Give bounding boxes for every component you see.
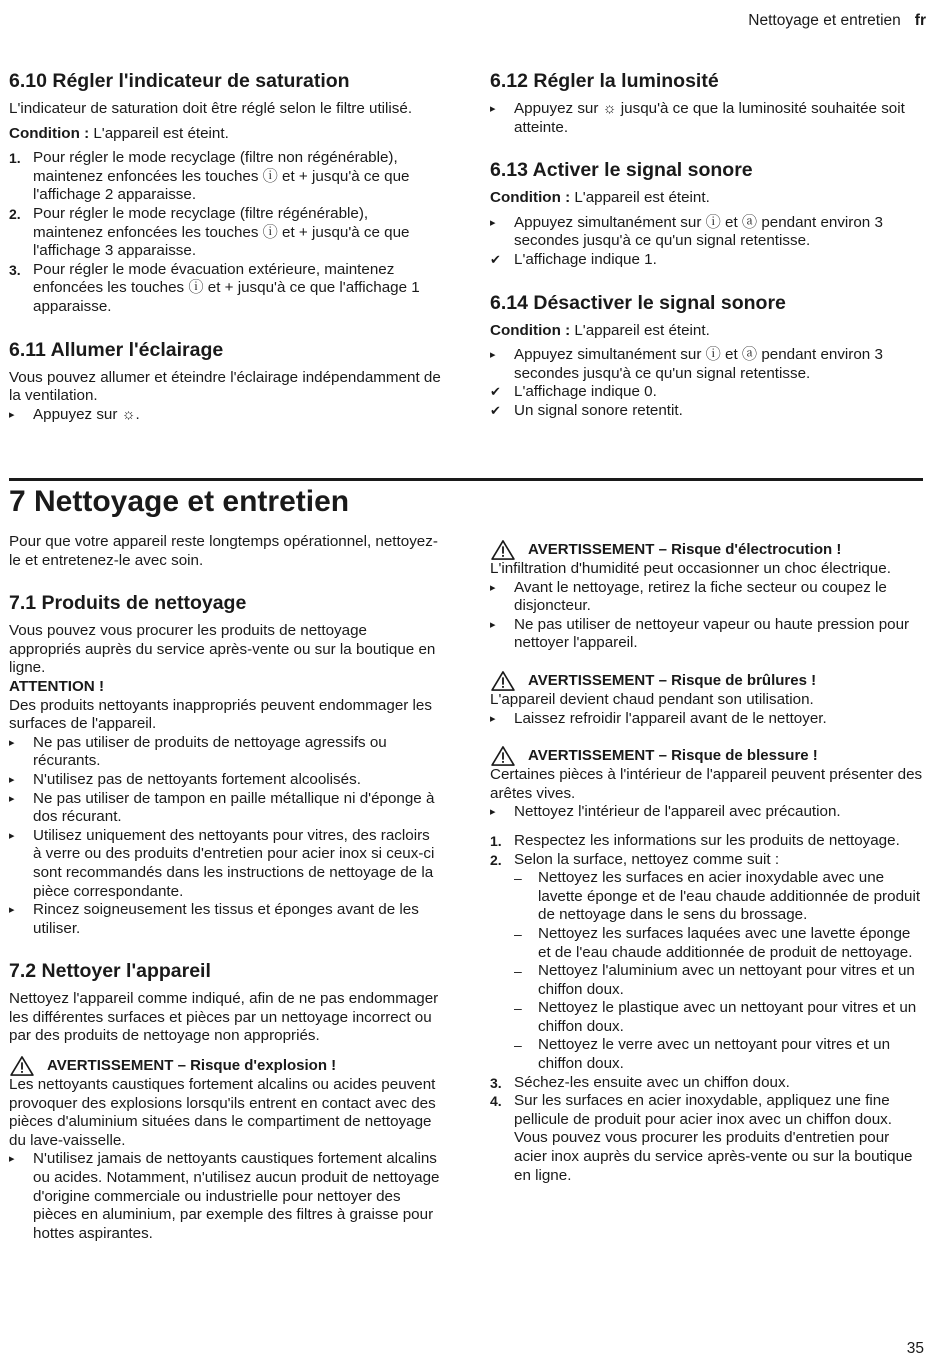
- section-6-10-condition: [9, 125, 441, 144]
- bullet-text: Laissez refroidir l'appareil avant de le nettoyer.: [514, 709, 827, 727]
- bullet-marker: ▸: [9, 792, 15, 805]
- list-item: [9, 1150, 441, 1243]
- warning-title: AVERTISSEMENT – Risque d'explosion !: [47, 1056, 337, 1074]
- warning-triangle-icon: [490, 746, 516, 766]
- step-text: Respectez les informations sur les produits de nettoyage.: [514, 831, 900, 849]
- bullet-text: Avant le nettoyage, retirez la fiche secteur ou coupez le disjoncteur.: [514, 578, 887, 615]
- list-item: [9, 205, 441, 261]
- warning-text: Les nettoyants caustiques fortement alcalins ou acides peuvent provoquer des explosions lorsqu'ils entrent en contact avec des pièces d'aluminium situées dans le compartiment de nettoyage du lave-vaisselle.: [9, 1076, 436, 1149]
- bullet-marker: ▸: [490, 349, 496, 362]
- section-7-1-bullets: [9, 734, 441, 939]
- bullet-text: N'utilisez pas de nettoyants fortement alcoolisés.: [33, 770, 361, 788]
- chapter-7-heading: [9, 484, 349, 520]
- step-text: Séchez-les ensuite avec un chiffon doux.: [514, 1073, 790, 1091]
- chapter-7-title: 7 Nettoyage et entretien: [9, 485, 350, 518]
- warning-explosion-bullets: [9, 1150, 441, 1243]
- list-item: [490, 383, 924, 402]
- bullet-marker: ▸: [9, 1153, 15, 1166]
- sub-list-item: [490, 962, 924, 999]
- header-title: Nettoyage et entretien: [748, 12, 901, 29]
- list-item: [490, 832, 924, 851]
- dash-marker: –: [514, 870, 522, 887]
- bullet-marker: ▸: [9, 904, 15, 917]
- bullet-marker: ▸: [490, 618, 496, 631]
- left-column-top: [9, 70, 441, 424]
- list-item: [9, 771, 441, 790]
- list-item: [490, 579, 924, 616]
- result-text: Un signal sonore retentit.: [514, 401, 683, 419]
- section-6-14-condition: [490, 322, 924, 341]
- sub-list-item: [490, 925, 924, 962]
- bullet-marker: ▸: [490, 103, 496, 115]
- dash-marker: –: [514, 1037, 522, 1054]
- left-column-bottom: [9, 533, 441, 1243]
- step-number: 1.: [490, 832, 502, 849]
- bullet-marker: ▸: [9, 736, 15, 749]
- warning-title: AVERTISSEMENT – Risque de blessure !: [528, 746, 818, 764]
- list-item: [490, 710, 924, 729]
- sub-step-text: Nettoyez les surfaces laquées avec une lavette éponge et de l'eau chaude additionnée de produit de nettoyage.: [538, 924, 913, 961]
- sub-list-item: [490, 1036, 924, 1073]
- warning-text: Certaines pièces à l'intérieur de l'appareil peuvent présenter des arêtes vives.: [490, 766, 923, 802]
- condition-label: Condition :: [490, 321, 571, 339]
- list-item: [490, 851, 924, 870]
- list-item: [9, 261, 441, 317]
- bullet-text: Ne pas utiliser de tampon en paille métallique ni d'éponge à dos récurant.: [33, 789, 435, 826]
- dash-marker: –: [514, 925, 522, 942]
- warning-title: AVERTISSEMENT – Risque de brûlures !: [528, 671, 817, 689]
- section-6-11-intro: Vous pouvez allumer et éteindre l'éclairage indépendamment de la ventilation.: [9, 368, 441, 405]
- list-item: [9, 790, 441, 827]
- list-item: [9, 149, 441, 205]
- check-icon: ✔: [490, 402, 501, 418]
- chapter-divider: [9, 478, 923, 481]
- warning-burn-bullets: [490, 710, 924, 729]
- sub-step-text: Nettoyez le verre avec un nettoyant pour vitres et un chiffon doux.: [538, 1036, 891, 1073]
- warning-injury-heading: [490, 746, 924, 766]
- section-6-11-title: 6.11 Allumer l'éclairage: [9, 338, 224, 361]
- step-number: 3.: [9, 261, 21, 278]
- sub-step-text: Nettoyez les surfaces en acier inoxydable avec une lavette éponge et de l'eau chaude additionnée de produit de nettoyage dans le sens du brossage.: [538, 869, 921, 924]
- condition-label: Condition :: [490, 189, 571, 207]
- bullet-marker: ▸: [9, 773, 15, 786]
- step-text: Pour régler le mode évacuation extérieure, maintenez enfoncées les touches ⓘ et + jusqu'à ce que l'affichage 1 apparaisse.: [33, 260, 420, 315]
- step-text: Selon la surface, nettoyez comme suit :: [514, 850, 780, 868]
- sub-list-item: [490, 869, 924, 925]
- warning-injury-bullets: [490, 803, 924, 822]
- page-number: 35: [906, 1340, 924, 1358]
- step-text: Pour régler le mode recyclage (filtre régénérable), maintenez enfoncées les touches ⓘ et + jusqu'à ce que l'affichage 3 apparaisse.: [33, 204, 410, 260]
- list-item: [490, 402, 924, 421]
- list-item: [490, 251, 924, 270]
- section-6-13-title: 6.13 Activer le signal sonore: [490, 159, 753, 182]
- dash-marker: –: [514, 1000, 522, 1017]
- section-6-13-condition: [490, 189, 924, 208]
- warning-burn-heading: [490, 671, 924, 691]
- warning-electrocution-heading: [490, 540, 924, 560]
- warning-electrocution-bullets: [490, 579, 924, 653]
- step-number: 4.: [490, 1093, 502, 1110]
- list-item: [490, 1129, 924, 1185]
- sub-list-item: [490, 999, 924, 1036]
- section-7-2-title: 7.2 Nettoyer l'appareil: [9, 960, 211, 983]
- bullet-marker: ▸: [490, 581, 496, 594]
- list-item: [490, 1092, 924, 1129]
- list-item: [490, 616, 924, 653]
- section-6-12-title: 6.12 Régler la luminosité: [490, 70, 719, 92]
- section-6-12-steps: [490, 100, 924, 137]
- attention-label: ATTENTION !: [9, 677, 105, 695]
- bullet-marker: ▸: [490, 806, 496, 819]
- step-number: 1.: [9, 150, 21, 167]
- step-number: 3.: [490, 1074, 502, 1091]
- bullet-text: Rincez soigneusement les tissus et éponges avant de les utiliser.: [33, 901, 419, 937]
- sub-step-text: Nettoyez l'aluminium avec un nettoyant pour vitres et un chiffon doux.: [538, 962, 915, 998]
- bullet-text: Ne pas utiliser de produits de nettoyage agressifs ou récurants.: [33, 733, 387, 770]
- cleaning-steps: [490, 832, 924, 1185]
- running-header: [748, 12, 926, 31]
- step-number: 2.: [490, 851, 502, 868]
- bullet-marker: ▸: [9, 408, 15, 421]
- step-text: Sur les surfaces en acier inoxydable, appliquez une fine pellicule de produit pour acier inox avec un chiffon doux.: [514, 1092, 892, 1128]
- section-7-2-intro: Nettoyez l'appareil comme indiqué, afin de ne pas endommager les différentes surfaces et pièces par un nettoyage incorrect ou par des produits de nettoyage non appropriés.: [9, 990, 439, 1045]
- list-item: [490, 346, 924, 383]
- condition-text: L'appareil est éteint.: [570, 189, 710, 207]
- section-6-14-title: 6.14 Désactiver le signal sonore: [490, 291, 786, 314]
- check-icon: ✔: [490, 251, 501, 267]
- bullet-marker: ▸: [9, 829, 15, 842]
- right-column-bottom: [490, 540, 924, 1185]
- warning-triangle-icon: [9, 1056, 35, 1076]
- bullet-text: N'utilisez jamais de nettoyants caustiques fortement alcalins ou acides. Notamment, n'utilisez aucun produit de nettoyage d'origine commerciale ou industrielle pour nettoyer des pièces en aluminium, par exemple des filtres à graisse pour hottes aspirantes.: [33, 1150, 440, 1242]
- list-item: [490, 100, 924, 137]
- warning-text: L'infiltration d'humidité peut occasionner un choc électrique.: [490, 560, 891, 577]
- check-icon: ✔: [490, 384, 501, 400]
- list-item: [9, 406, 441, 425]
- bullet-marker: ▸: [490, 712, 496, 725]
- list-item: [490, 803, 924, 822]
- list-item: [490, 214, 924, 251]
- condition-text: L'appareil est éteint.: [570, 321, 710, 339]
- warning-triangle-icon: [490, 540, 516, 560]
- step-text: Appuyez sur ☼ jusqu'à ce que la luminosité souhaitée soit atteinte.: [514, 100, 905, 136]
- section-6-11-steps: [9, 406, 441, 425]
- condition-label: Condition :: [9, 124, 90, 142]
- result-text: L'affichage indique 1.: [514, 250, 657, 268]
- dash-marker: –: [514, 963, 522, 980]
- section-6-10-steps: [9, 149, 441, 316]
- condition-text: L'appareil est éteint.: [89, 124, 229, 142]
- bullet-text: Ne pas utiliser de nettoyeur vapeur ou haute pression pour nettoyer l'appareil.: [514, 615, 910, 652]
- bullet-text: Nettoyez l'intérieur de l'appareil avec précaution.: [514, 803, 841, 821]
- step-text: Appuyez simultanément sur ⓘ et ⓐ pendant environ 3 secondes jusqu'à ce qu'un signal retentisse.: [514, 213, 883, 250]
- section-6-13-steps: [490, 214, 924, 270]
- list-item: [9, 827, 441, 901]
- result-text: L'affichage indique 0.: [514, 383, 657, 401]
- section-6-14-steps: [490, 346, 924, 420]
- warning-text: L'appareil devient chaud pendant son utilisation.: [490, 690, 814, 708]
- section-6-10-title: 6.10 Régler l'indicateur de saturation: [9, 70, 350, 92]
- step-text: Vous pouvez vous procurer les produits d'entretien pour acier inox auprès du service après-vente ou sur la boutique en ligne.: [514, 1129, 913, 1184]
- step-text: Appuyez sur ☼.: [33, 405, 140, 423]
- chapter-7-intro: Pour que votre appareil reste longtemps opérationnel, nettoyez-le et entretenez-le avec soin.: [9, 533, 438, 569]
- section-6-10-intro: L'indicateur de saturation doit être réglé selon le filtre utilisé.: [9, 100, 413, 117]
- warning-title: AVERTISSEMENT – Risque d'électrocution !: [528, 540, 842, 558]
- bullet-text: Utilisez uniquement des nettoyants pour vitres, des racloirs à verre ou des produits d'entretien pour acier inox si ceux-ci sont recommandés dans les instructions de nettoyage de la pièce correspondante.: [33, 826, 435, 900]
- right-column-top: [490, 70, 924, 421]
- section-7-1-intro: Vous pouvez vous procurer les produits de nettoyage appropriés auprès du service après-vente ou sur la boutique en ligne.: [9, 622, 436, 677]
- sub-step-text: Nettoyez le plastique avec un nettoyant pour vitres et un chiffon doux.: [538, 999, 917, 1035]
- list-item: [9, 901, 441, 938]
- bullet-marker: ▸: [490, 216, 496, 229]
- section-7-1-title: 7.1 Produits de nettoyage: [9, 592, 247, 615]
- warning-explosion-heading: [9, 1056, 441, 1076]
- header-lang: fr: [914, 12, 926, 29]
- list-item: [490, 1074, 924, 1093]
- step-text: Appuyez simultanément sur ⓘ et ⓐ pendant environ 3 secondes jusqu'à ce qu'un signal retentisse.: [514, 346, 883, 382]
- attention-text: Des produits nettoyants inappropriés peuvent endommager les surfaces de l'appareil.: [9, 696, 432, 733]
- step-text: Pour régler le mode recyclage (filtre non régénérable), maintenez enfoncées les touches ⓘ et + jusqu'à ce que l'affichage 2 apparaisse.: [33, 149, 410, 204]
- step-number: 2.: [9, 205, 21, 222]
- list-item: [9, 734, 441, 771]
- warning-triangle-icon: [490, 671, 516, 691]
